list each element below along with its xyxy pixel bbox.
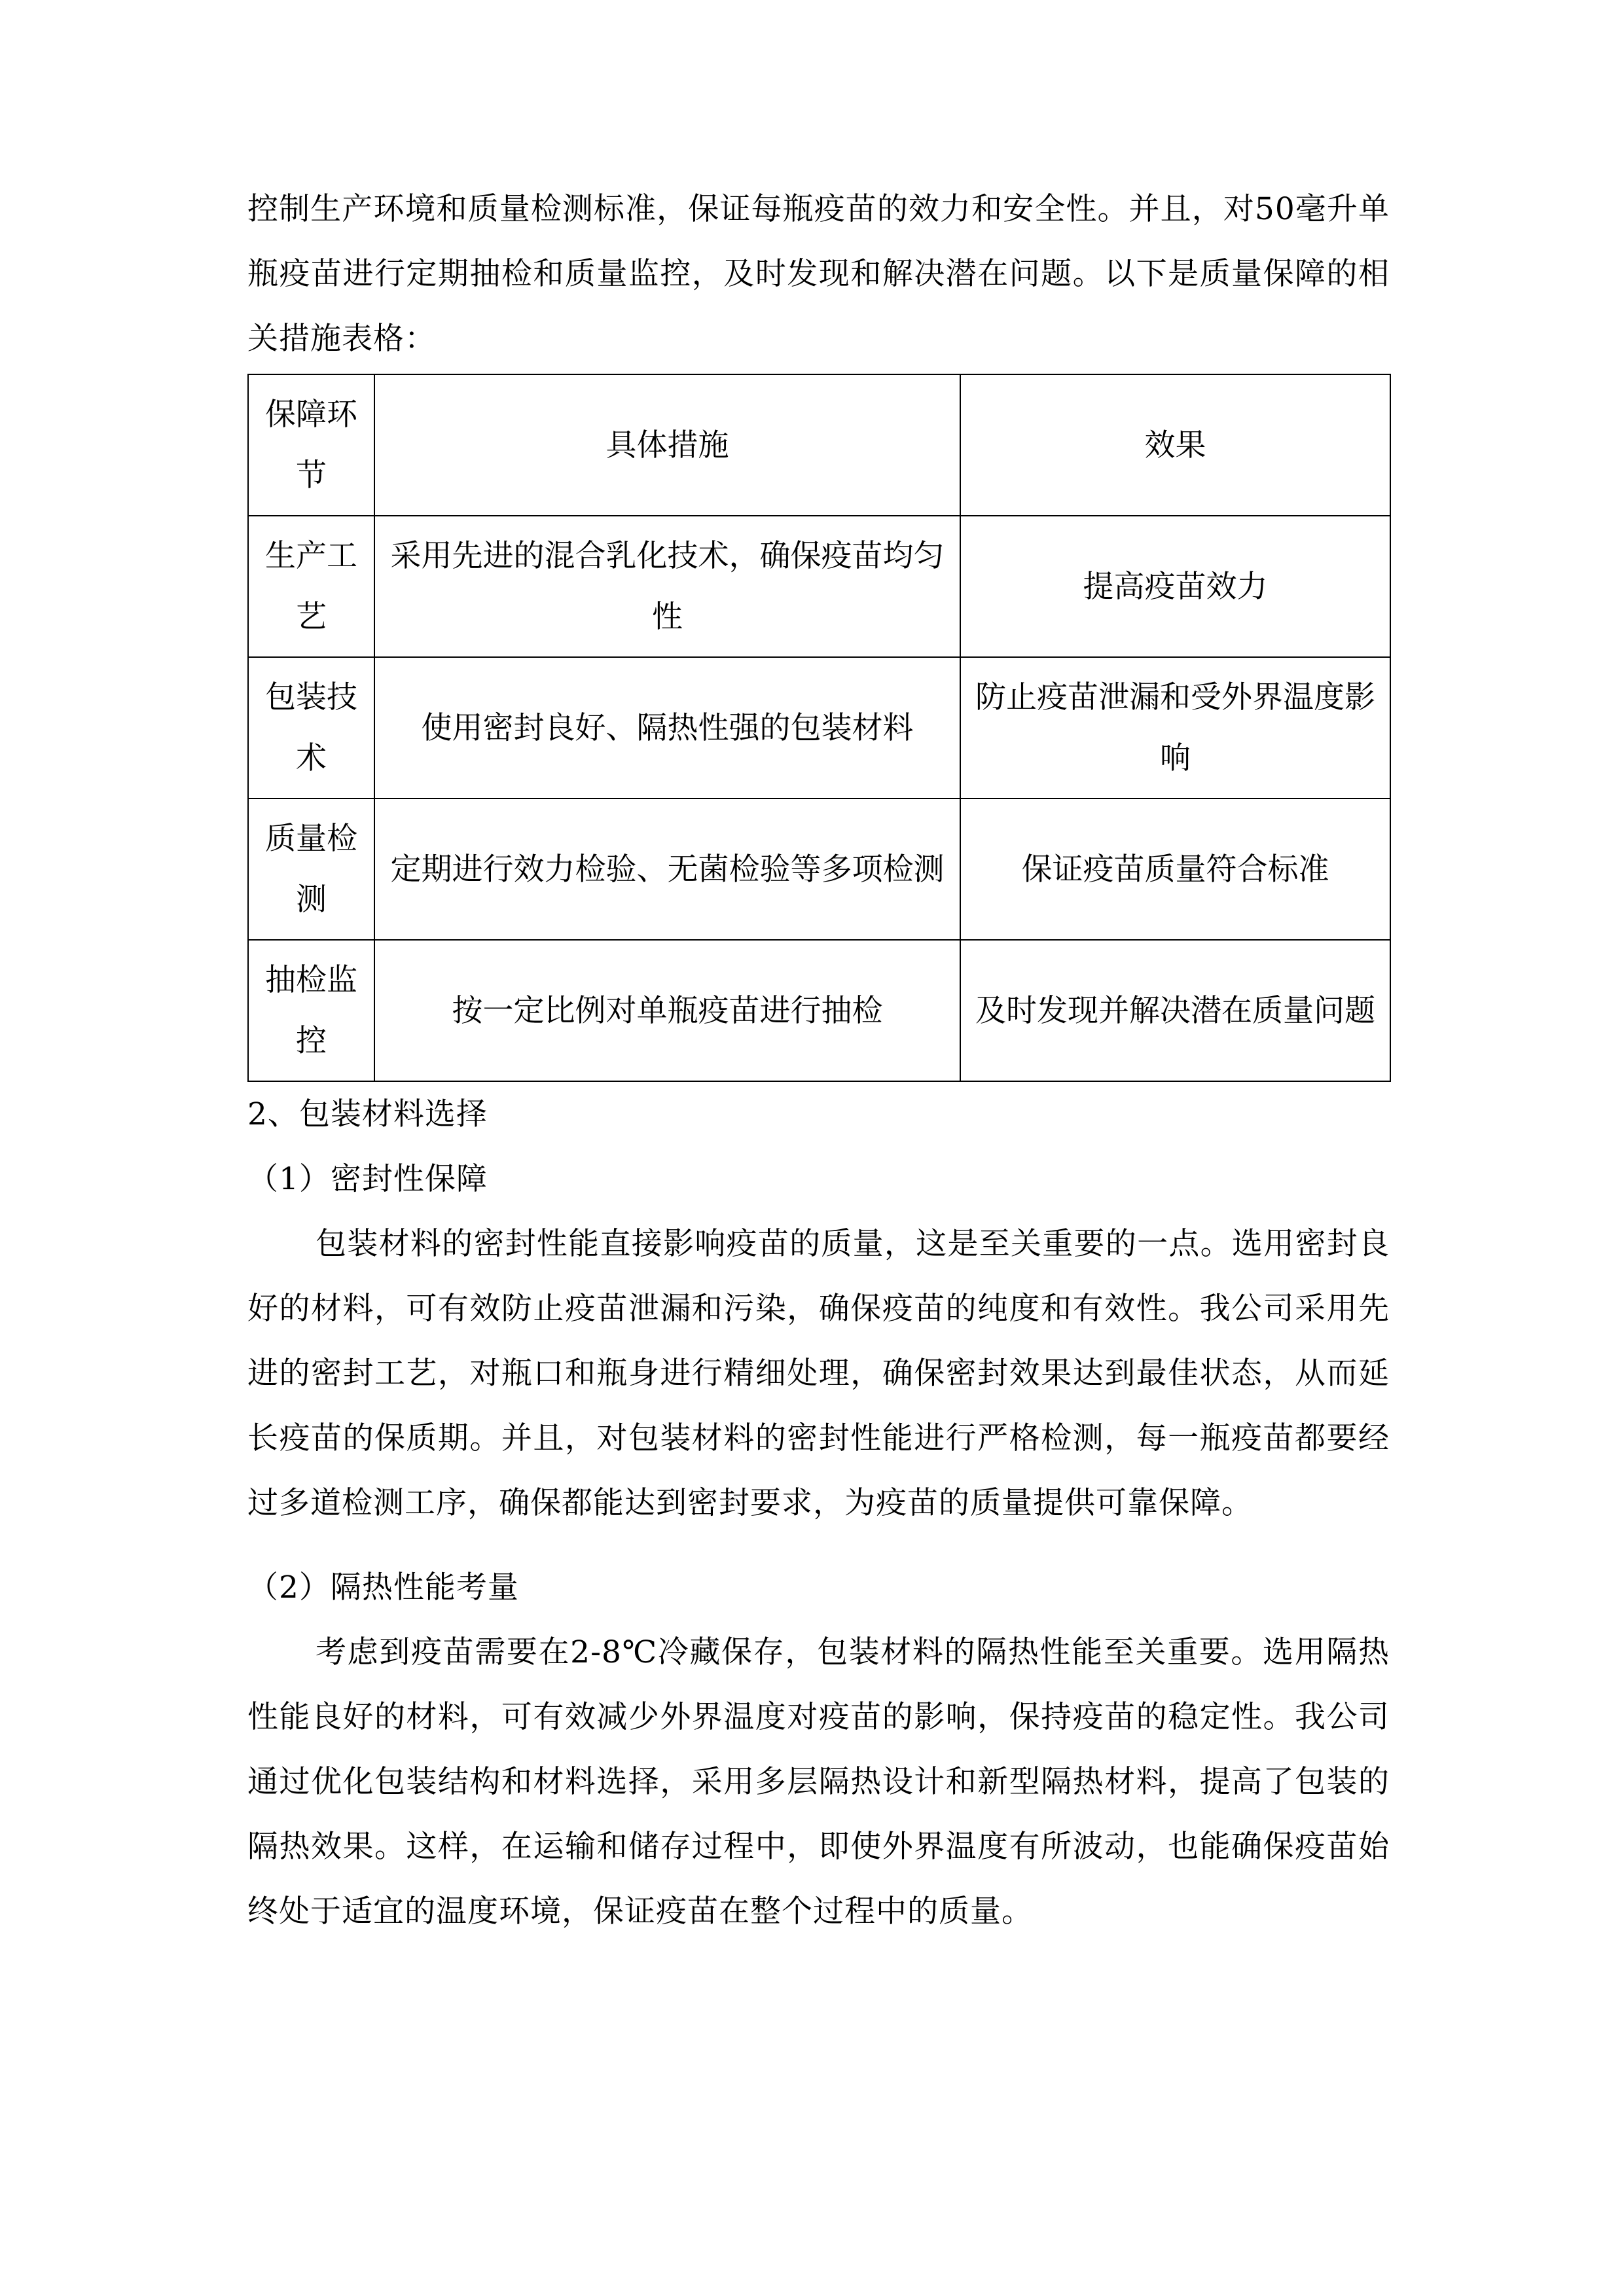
table-row	[248, 940, 1390, 1081]
insulation-paragraph: 考虑到疫苗需要在2-8℃冷藏保存，包装材料的隔热性能至关重要。选用隔热性能良好的材料，可有效减少外界温度对疫苗的影响，保持疫苗的稳定性。我公司通过优化包装结构和材料选择，采用多层隔热设计和新型隔热材料，提高了包装的隔热效果。这样，在运输和储存过程中，即使外界温度有所波动，也能确保疫苗始终处于适宜的温度环境，保证疫苗在整个过程中的质量。	[247, 1634, 1390, 1929]
quality-measures-table	[247, 374, 1391, 1082]
table-header-row	[248, 374, 1390, 516]
document-page	[247, 177, 1390, 1944]
header-cell: 效果	[960, 374, 1390, 516]
table-cell: 使用密封良好、隔热性强的包装材料	[374, 657, 960, 798]
table-cell: 定期进行效力检验、无菌检验等多项检测	[374, 798, 960, 940]
header-cell: 保障环节	[248, 374, 374, 516]
table-cell: 保证疫苗质量符合标准	[960, 798, 1390, 940]
sealing-paragraph: 包装材料的密封性能直接影响疫苗的质量，这是至关重要的一点。选用密封良好的材料，可有效防止疫苗泄漏和污染，确保疫苗的纯度和有效性。我公司采用先进的密封工艺，对瓶口和瓶身进行精细处理，确保密封效果达到最佳状态，从而延长疫苗的保质期。并且，对包装材料的密封性能进行严格检测，每一瓶疫苗都要经过多道检测工序，确保都能达到密封要求，为疫苗的质量提供可靠保障。	[247, 1226, 1390, 1521]
table-row	[248, 657, 1390, 798]
header-cell: 具体措施	[374, 374, 960, 516]
subsection-heading-sealing: （1）密封性保障	[247, 1161, 488, 1197]
intro-paragraph: 控制生产环境和质量检测标准，保证每瓶疫苗的效力和安全性。并且，对50毫升单瓶疫苗进行定期抽检和质量监控，及时发现和解决潜在问题。以下是质量保障的相关措施表格：	[247, 191, 1390, 357]
table-cell: 质量检测	[248, 798, 374, 940]
table-cell: 抽检监控	[248, 940, 374, 1081]
table-cell: 及时发现并解决潜在质量问题	[960, 940, 1390, 1081]
table-row	[248, 798, 1390, 940]
table-cell: 包装技术	[248, 657, 374, 798]
table-cell: 防止疫苗泄漏和受外界温度影响	[960, 657, 1390, 798]
section-heading: 2、包装材料选择	[247, 1096, 488, 1132]
table-cell: 按一定比例对单瓶疫苗进行抽检	[374, 940, 960, 1081]
subsection-heading-insulation: （2）隔热性能考量	[247, 1570, 519, 1605]
table-cell: 提高疫苗效力	[960, 516, 1390, 657]
table-row	[248, 516, 1390, 657]
paragraph-gap	[247, 1535, 1390, 1555]
table-cell: 采用先进的混合乳化技术，确保疫苗均匀性	[374, 516, 960, 657]
table-cell: 生产工艺	[248, 516, 374, 657]
